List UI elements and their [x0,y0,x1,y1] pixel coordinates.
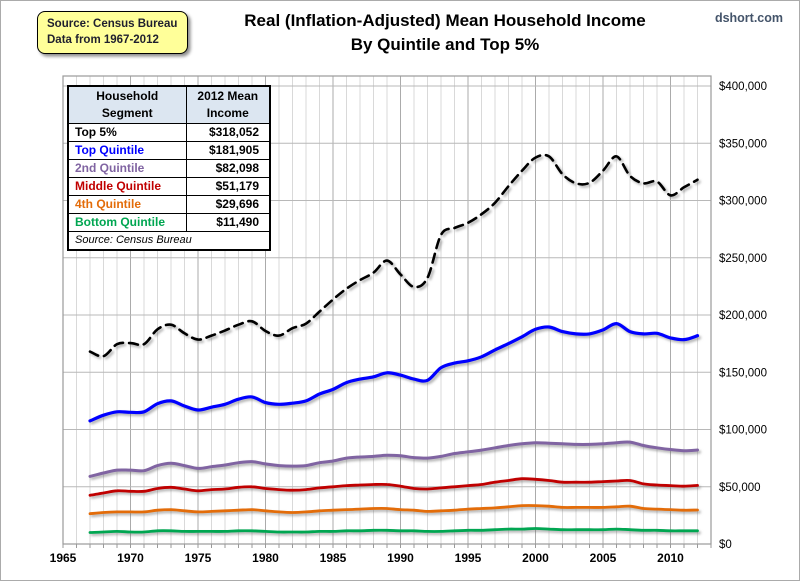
y-tick-label: $300,000 [719,195,767,208]
x-tick-label: 1990 [387,551,414,565]
x-tick-label: 2005 [589,551,617,565]
legend-label: Bottom Quintile [68,213,186,231]
watermark-dshort: dshort.com [714,11,783,25]
legend-row-bottom-quintile [68,213,270,231]
legend-label: 2nd Quintile [68,159,186,177]
y-tick-label: $150,000 [719,367,767,380]
y-tick-label: $100,000 [719,424,767,437]
x-tick-label: 2000 [522,551,549,565]
x-tick-label: 1970 [117,551,144,565]
legend-row-4th-quintile [68,195,270,213]
legend-value: $82,098 [186,159,270,177]
y-tick-label: $50,000 [719,481,761,494]
legend-label: Middle Quintile [68,177,186,195]
legend-label: 4th Quintile [68,195,186,213]
x-tick-label: 1980 [252,551,279,565]
legend-table [67,85,271,251]
series-2nd-quintile [90,442,698,476]
source-callout-line1: Source: Census Bureau [47,18,178,30]
legend-footer: Source: Census Bureau [68,231,270,250]
y-tick-label: $400,000 [719,81,767,93]
legend-row-top5 [68,123,270,141]
legend-label: Top 5% [68,123,186,141]
series-4th-quintile [90,506,698,514]
x-tick-label: 2010 [657,551,684,565]
legend-footer-row [68,231,270,250]
y-tick-label: $200,000 [719,310,767,322]
legend-header-income: 2012 Mean Income [186,86,270,123]
legend-row-top-quintile [68,141,270,159]
legend-value: $51,179 [186,177,270,195]
x-tick-label: 1975 [184,551,212,565]
legend-label: Top Quintile [68,141,186,159]
legend-value: $318,052 [186,123,270,141]
legend-value: $29,696 [186,195,270,213]
legend-value: $11,490 [186,213,270,231]
chart-title-line1: Real (Inflation-Adjusted) Mean Household Income [244,11,646,30]
series-bottom-quintile [90,529,698,533]
x-tick-label: 1985 [319,551,347,565]
y-tick-label: $350,000 [719,138,767,151]
y-tick-label: $250,000 [719,252,767,265]
legend-row-middle-quintile [68,177,270,195]
x-tick-label: 1995 [454,551,482,565]
chart-title-line2: By Quintile and Top 5% [350,35,540,54]
legend-value: $181,905 [186,141,270,159]
y-tick-label: $0 [719,539,732,551]
x-tick-label: 1965 [49,551,77,565]
legend-row-2nd-quintile [68,159,270,177]
source-callout-line2: Data from 1967-2012 [47,34,159,46]
legend-header-row [68,86,270,123]
legend-header-segment: Household Segment [68,86,186,123]
